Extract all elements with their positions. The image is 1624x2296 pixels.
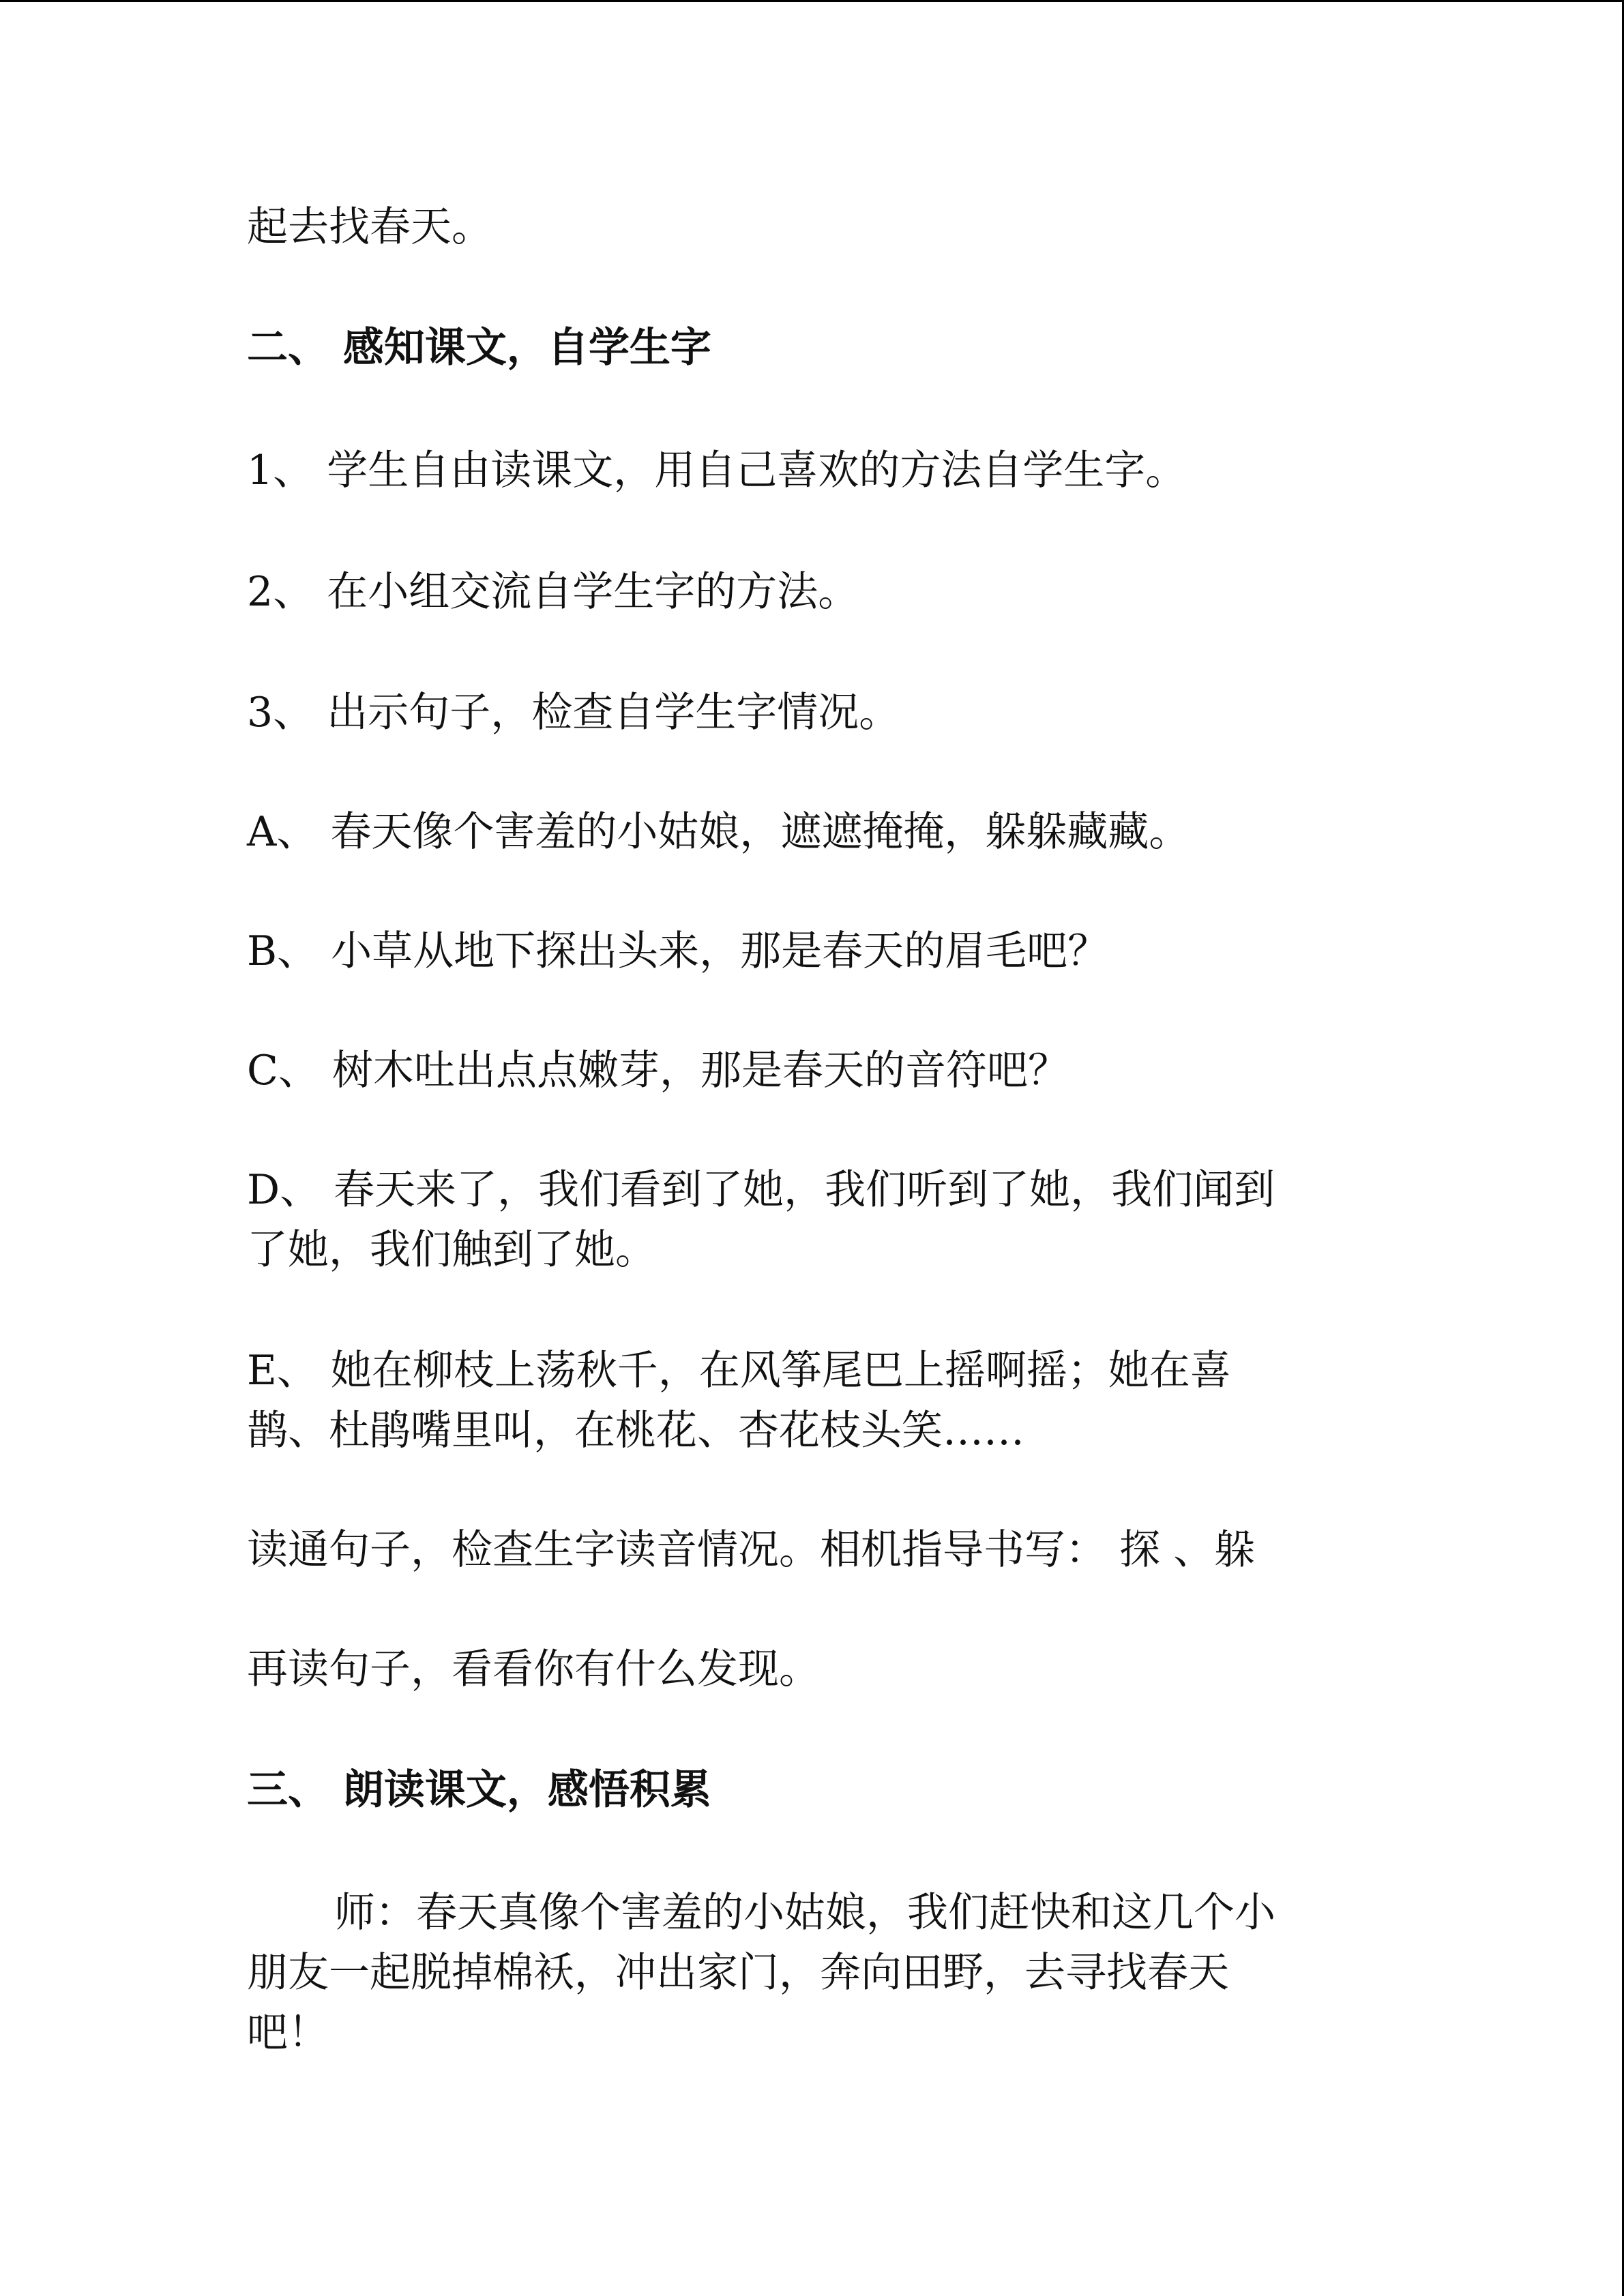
sentence-c: C、 树木吐出点点嫩芽，那是春天的音符吧？ bbox=[247, 1047, 1069, 1094]
sentence-e-line-1: E、 她在柳枝上荡秋千，在风筝尾巴上摇啊摇；她在喜 bbox=[247, 1347, 1231, 1395]
top-border-line bbox=[0, 0, 1624, 2]
list-item-2: 2、 在小组交流自学生字的方法。 bbox=[247, 568, 859, 616]
sentence-d-line-1: D、 春天来了，我们看到了她，我们听到了她，我们闻到 bbox=[247, 1166, 1275, 1214]
sentence-e-line-2: 鹊、杜鹃嘴里叫，在桃花、杏花枝头笑…… bbox=[247, 1407, 1024, 1455]
reread-instruction: 再读句子，看看你有什么发现。 bbox=[247, 1645, 820, 1693]
teacher-paragraph-line-2: 朋友一起脱掉棉袄，冲出家门，奔向田野，去寻找春天 bbox=[247, 1949, 1229, 1997]
teacher-paragraph-line-3: 吧！ bbox=[247, 2009, 329, 2057]
list-item-1: 1、 学生自由读课文，用自己喜欢的方法自学生字。 bbox=[247, 447, 1187, 494]
section-heading-two: 二、 感知课文，自学生字 bbox=[247, 324, 711, 372]
sentence-b: B、 小草从地下探出头来，那是春天的眉毛吧？ bbox=[247, 927, 1109, 975]
sentence-a: A、 春天像个害羞的小姑娘，遮遮掩掩，躲躲藏藏。 bbox=[247, 808, 1190, 856]
list-item-3: 3、 出示句子，检查自学生字情况。 bbox=[247, 689, 900, 736]
section-heading-three: 三、 朗读课文，感悟积累 bbox=[247, 1766, 711, 1814]
reading-instruction: 读通句子，检查生字读音情况。相机指导书写： 探 、躲 bbox=[247, 1526, 1256, 1574]
text-line-continuation: 起去找春天。 bbox=[247, 203, 492, 251]
teacher-paragraph-line-1: 师：春天真像个害羞的小姑娘，我们赶快和这几个小 bbox=[334, 1889, 1275, 1937]
sentence-d-line-2: 了她，我们触到了她。 bbox=[247, 1226, 656, 1274]
